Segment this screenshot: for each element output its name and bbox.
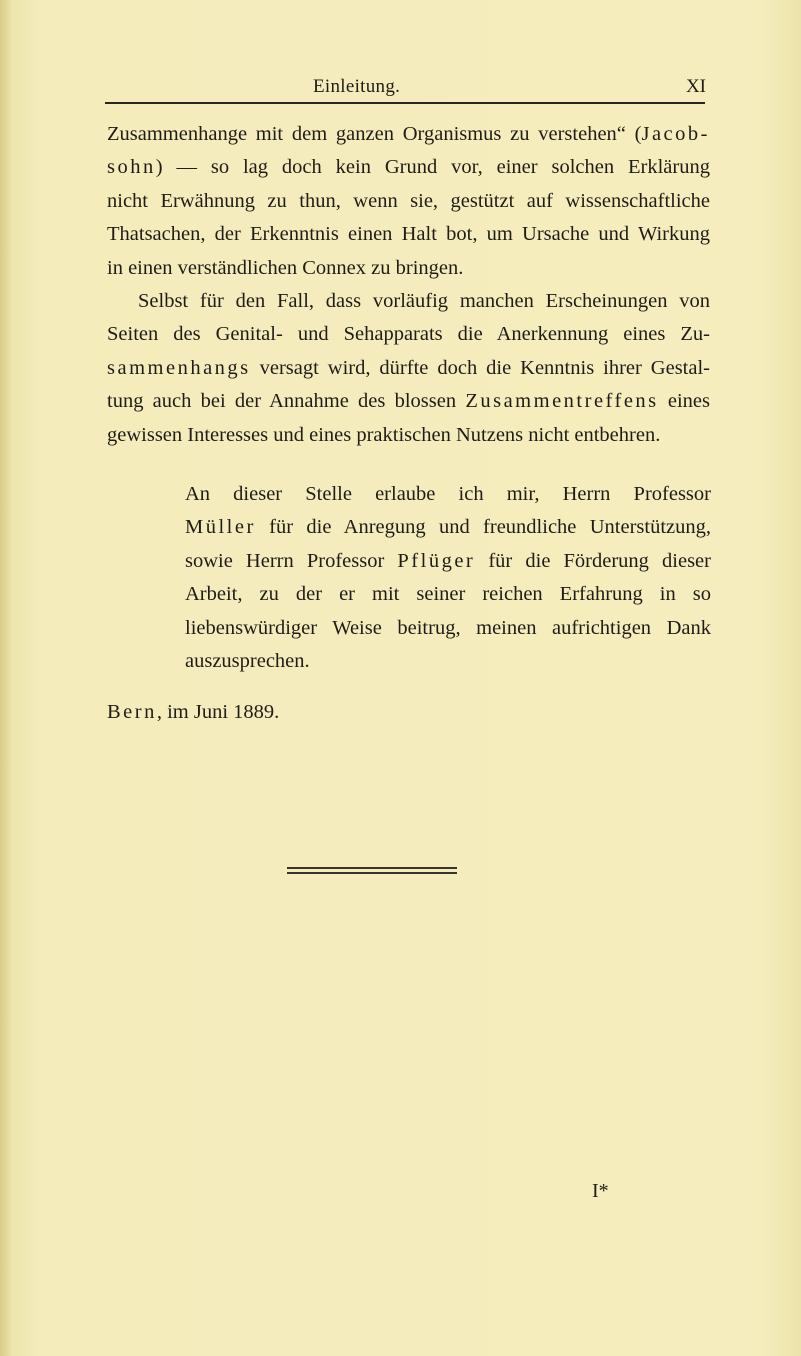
paragraph-2: [107, 285, 710, 452]
header-rule: [105, 102, 705, 104]
signature-line: [107, 696, 279, 729]
signature-mark: I*: [592, 1180, 609, 1202]
person-name: Müller: [185, 516, 256, 539]
signature-date: , im Juni 1889.: [156, 701, 280, 723]
author-name: sohn: [107, 156, 156, 179]
text-line: in einen verständlichen Connex zu bringen.: [107, 256, 464, 279]
text-line: sohn) — so lag doch kein Grund vor, einer solchen Erklärung: [107, 156, 710, 179]
emphasized-term: sammenhangs: [107, 356, 251, 379]
end-rule-bottom: [287, 872, 457, 874]
text-line: nicht Erwähnung zu thun, wenn sie, gestützt auf wissenschaftliche: [107, 189, 710, 212]
text-line: An dieser Stelle erlaube ich mir, Herrn Professor: [185, 483, 711, 505]
page-number: XI: [685, 76, 706, 97]
acknowledgement: [185, 478, 711, 678]
text-line: Selbst für den Fall, dass vorläufig manchen Erscheinungen von: [138, 290, 710, 313]
text-line: Arbeit, zu der er mit seiner reichen Erfahrung in so: [185, 583, 711, 606]
body-text: [107, 118, 710, 452]
signature-place: Bern: [107, 701, 157, 723]
page-edge-shadow: [0, 0, 12, 1356]
text-line: gewissen Interesses und eines praktischen Nutzens nicht entbehren.: [107, 423, 661, 446]
end-rule-top: [287, 867, 457, 869]
text-line: Müller für die Anregung und freundliche Unterstützung,: [185, 516, 711, 539]
person-name: Pflüger: [397, 549, 476, 572]
text-line: sammenhangs versagt wird, dürfte doch die Kenntnis ihrer Gestal-: [107, 356, 710, 379]
text-line: Zusammenhange mit dem ganzen Organismus zu verstehen“ (Jacob-: [107, 123, 710, 145]
page-header: [105, 76, 710, 104]
text-line: sowie Herrn Professor Pflüger für die Förderung dieser: [185, 549, 711, 572]
emphasized-term: Zusammentreffens: [465, 390, 659, 413]
text-line: Thatsachen, der Erkenntnis einen Halt bot, um Ursache und Wirkung: [107, 223, 710, 246]
text-line: Seiten des Genital- und Sehapparats die Anerkennung eines Zu-: [107, 323, 710, 346]
paragraph-1: [107, 118, 710, 285]
text-line: liebenswürdiger Weise beitrug, meinen aufrichtigen Dank: [185, 616, 711, 639]
text-line: auszusprechen.: [185, 650, 310, 673]
text-line: tung auch bei der Annahme des blossen Zusammentreffens eines: [107, 390, 710, 413]
running-head: Einleitung.: [313, 76, 401, 97]
author-name: Jacob-: [641, 123, 710, 145]
